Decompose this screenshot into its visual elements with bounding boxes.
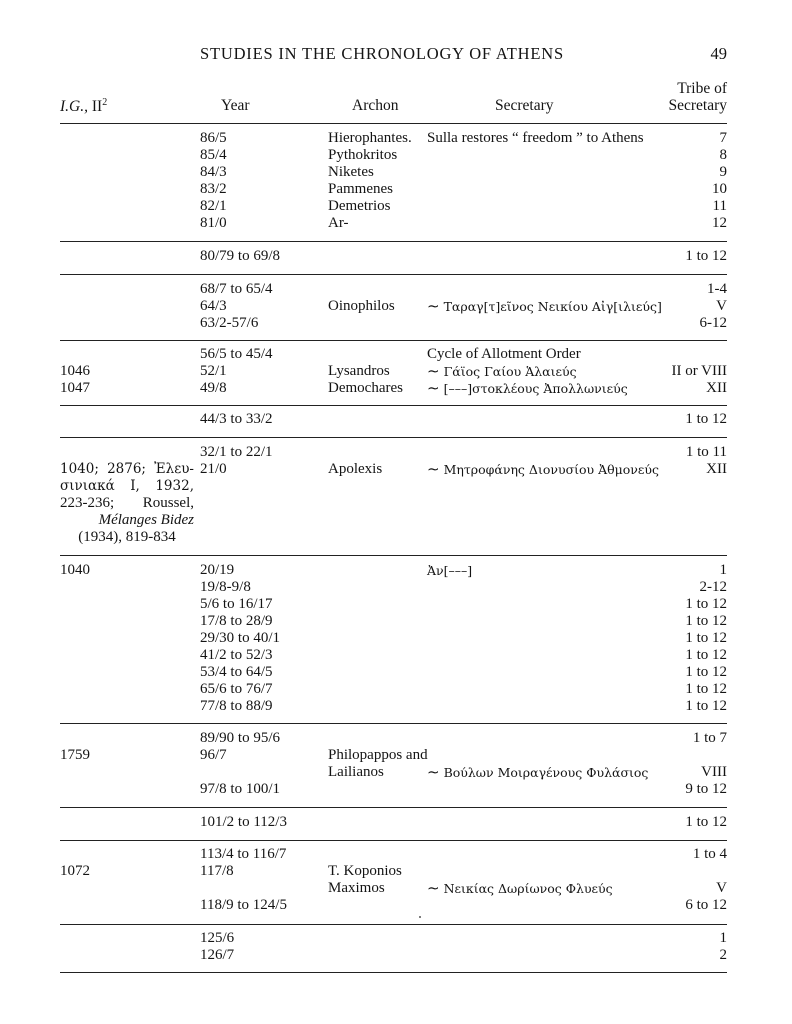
column-header-tribe-line2: Secretary <box>668 97 727 114</box>
table-row <box>0 281 792 298</box>
table-row <box>0 181 792 198</box>
column-header-archon: Archon <box>352 97 399 114</box>
tribe-cell: 2-12 <box>699 579 727 595</box>
ig-reference-line: 1040; 2876; Ἐλευ- <box>60 461 194 477</box>
year-cell: 64/3 <box>200 298 227 314</box>
archon-cell: Lysandros <box>328 363 390 379</box>
archon-cell: Philopappos and <box>328 747 428 763</box>
tribe-cell: 1 to 7 <box>692 730 727 746</box>
secretary-cell: Cycle of Allotment Order <box>427 346 581 362</box>
tribe-cell: 1 to 12 <box>685 248 727 264</box>
ig-reference: 1759 <box>60 747 90 763</box>
tribe-cell: II or VIII <box>671 363 727 379</box>
table-row <box>0 444 792 461</box>
year-cell: 97/8 to 100/1 <box>200 781 281 797</box>
tilde-mark: ∼ <box>427 879 440 897</box>
year-cell: 86/5 <box>200 130 227 146</box>
table-row <box>0 579 792 596</box>
rule-3 <box>60 340 727 341</box>
year-cell: 63/2-57/6 <box>200 315 259 331</box>
tribe-cell: XII <box>706 380 727 396</box>
year-cell: 113/4 to 116/7 <box>200 846 287 862</box>
secretary-cell <box>427 363 577 381</box>
year-cell: 44/3 to 33/2 <box>200 411 273 427</box>
year-cell: 53/4 to 64/5 <box>200 664 273 680</box>
table-row <box>0 730 792 747</box>
tribe-cell: 6 to 12 <box>685 897 727 913</box>
archon-cell: Ar- <box>328 215 349 231</box>
archon-cell: Apolexis <box>328 461 383 477</box>
secretary-cell <box>427 880 613 898</box>
rule-6 <box>60 555 727 556</box>
greek-name: Νεικίας Δωρίωνος Φλυεύς <box>443 881 613 896</box>
archon-cell: Hierophantes. <box>328 130 412 146</box>
tribe-cell: 1 to 12 <box>685 647 727 663</box>
year-cell: 49/8 <box>200 380 227 396</box>
secretary-cell <box>427 461 659 479</box>
tribe-cell: 10 <box>712 181 727 197</box>
ig-reference-line: 223-236; Roussel, <box>60 495 194 511</box>
table-row <box>0 880 792 897</box>
table-row <box>0 315 792 332</box>
tribe-cell: 1 to 4 <box>692 846 727 862</box>
table-row <box>0 613 792 630</box>
rule-bottom <box>60 972 727 973</box>
tribe-cell: V <box>716 298 727 314</box>
column-header-tribe-line1: Tribe of <box>677 80 727 97</box>
year-cell: 77/8 to 88/9 <box>200 698 273 714</box>
archon-cell: T. Koponios <box>328 863 402 879</box>
year-cell: 117/8 <box>200 863 234 879</box>
tilde-mark: ∼ <box>427 460 440 478</box>
year-cell: 52/1 <box>200 363 227 379</box>
column-header-year: Year <box>221 97 250 114</box>
tribe-cell: 1 to 12 <box>685 630 727 646</box>
year-cell: 89/90 to 95/6 <box>200 730 281 746</box>
table-row <box>0 411 792 428</box>
table-row <box>0 130 792 147</box>
tribe-cell: 1 to 12 <box>685 814 727 830</box>
ig-reference: 1040 <box>60 562 90 578</box>
year-cell: 41/2 to 52/3 <box>200 647 273 663</box>
ig-roman: II <box>87 98 103 115</box>
tribe-cell: 1 to 12 <box>685 664 727 680</box>
greek-name: Γάϊος Γαίου Ἁλαιεύς <box>443 364 577 379</box>
tribe-cell: 7 <box>719 130 727 146</box>
table-row <box>0 147 792 164</box>
tribe-cell: 1 <box>719 930 727 946</box>
rule-header <box>60 123 727 124</box>
year-cell: 20/19 <box>200 562 235 578</box>
year-cell: 101/2 to 112/3 <box>200 814 287 830</box>
tribe-cell: 11 <box>712 198 727 214</box>
tribe-cell: 2 <box>719 947 727 963</box>
rule-2 <box>60 274 727 275</box>
archon-cell: Demochares <box>328 380 403 396</box>
table-row <box>0 630 792 647</box>
year-cell: 19/8-9/8 <box>200 579 251 595</box>
secretary-cell: Sulla restores “ freedom ” to Athens <box>427 130 644 146</box>
tribe-cell: 1 to 12 <box>685 698 727 714</box>
table-row <box>0 764 792 781</box>
table-row <box>0 363 792 380</box>
archon-cell: Niketes <box>328 164 374 180</box>
year-cell: 84/3 <box>200 164 227 180</box>
year-cell: 21/0 <box>200 461 227 477</box>
rule-4 <box>60 405 727 406</box>
table-row <box>0 647 792 664</box>
table-row <box>0 215 792 232</box>
table-row <box>0 681 792 698</box>
year-cell: 29/30 to 40/1 <box>200 630 281 646</box>
greek-name: Μητροφάνης Διονυσίου Ἀθμονεύς <box>443 462 659 477</box>
ig-reference-line: Mélanges Bidez <box>98 512 194 528</box>
secretary-cell <box>427 298 662 316</box>
table-row <box>0 846 792 863</box>
year-cell: 126/7 <box>200 947 235 963</box>
archon-cell: Oinophilos <box>328 298 395 314</box>
tribe-cell: 1 to 12 <box>685 596 727 612</box>
rule-9 <box>60 840 727 841</box>
tilde-mark: ∼ <box>427 763 440 781</box>
rule-5 <box>60 437 727 438</box>
table-row <box>0 947 792 964</box>
year-cell: 85/4 <box>200 147 227 163</box>
ig-reference: 1046 <box>60 363 90 379</box>
tribe-cell: XII <box>706 461 727 477</box>
archon-cell: Pythokritos <box>328 147 398 163</box>
ig-reference: 1072 <box>60 863 90 879</box>
greek-name: [–––]στοκλέους Ἀπολλωνιεύς <box>443 381 628 396</box>
column-header-ig <box>60 97 107 116</box>
year-cell: 56/5 to 45/4 <box>200 346 273 362</box>
year-cell: 68/7 to 65/4 <box>200 281 273 297</box>
ig-abbrev: I.G., <box>60 98 88 115</box>
table-row <box>0 380 792 397</box>
archon-cell: Maximos <box>328 880 385 896</box>
table-row <box>0 664 792 681</box>
stray-dot <box>419 916 421 918</box>
tilde-mark: ∼ <box>427 297 440 315</box>
tilde-mark: ∼ <box>427 362 440 380</box>
year-cell: 81/0 <box>200 215 227 231</box>
year-cell: 125/6 <box>200 930 235 946</box>
archon-cell: Demetrios <box>328 198 391 214</box>
secretary-cell <box>427 380 628 398</box>
year-cell: 96/7 <box>200 747 227 763</box>
tribe-cell: 1 to 12 <box>685 681 727 697</box>
table-row <box>0 596 792 613</box>
tribe-cell: V <box>716 880 727 896</box>
year-cell: 118/9 to 124/5 <box>200 897 287 913</box>
tribe-cell: 8 <box>719 147 727 163</box>
table-row <box>0 897 792 914</box>
year-cell: 5/6 to 16/17 <box>200 596 273 612</box>
page-number: 49 <box>710 44 727 63</box>
ig-reference-block <box>60 461 194 546</box>
tribe-cell: 1 <box>719 562 727 578</box>
rule-1 <box>60 241 727 242</box>
rule-10 <box>60 924 727 925</box>
year-cell: 83/2 <box>200 181 227 197</box>
table-row <box>0 747 792 764</box>
table-row <box>0 930 792 947</box>
ig-superscript: 2 <box>102 97 108 108</box>
running-title: STUDIES IN THE CHRONOLOGY OF ATHENS <box>200 44 564 63</box>
table-row <box>0 814 792 831</box>
tribe-cell: 9 to 12 <box>685 781 727 797</box>
greek-name: Βούλων Μοιραγένους Φυλάσιος <box>443 765 649 780</box>
rule-7 <box>60 723 727 724</box>
tribe-cell: VIII <box>701 764 727 780</box>
table-row <box>0 298 792 315</box>
tribe-cell: 1 to 12 <box>685 613 727 629</box>
column-header-secretary: Secretary <box>495 97 554 114</box>
ig-reference-line: (1934), 819-834 <box>78 529 176 545</box>
archon-cell: Lailianos <box>328 764 384 780</box>
year-cell: 17/8 to 28/9 <box>200 613 273 629</box>
table-row <box>0 198 792 215</box>
tilde-mark: ∼ <box>427 379 440 397</box>
tribe-cell: 1 to 12 <box>685 411 727 427</box>
tribe-cell: 1 to 11 <box>685 444 727 460</box>
archon-cell: Pammenes <box>328 181 393 197</box>
table-row <box>0 248 792 265</box>
year-cell: 82/1 <box>200 198 227 214</box>
secretary-cell <box>427 764 648 782</box>
table-row <box>0 863 792 880</box>
secretary-cell: Ἀν[–––] <box>427 563 473 578</box>
table-row <box>0 346 792 363</box>
year-cell: 65/6 to 76/7 <box>200 681 273 697</box>
tribe-cell: 12 <box>712 215 727 231</box>
ig-reference-line: σινιακά I, 1932, <box>60 478 194 494</box>
greek-name: Ταραγ[τ]εῖνος Νεικίου Αἰγ[ιλιεύς] <box>443 299 662 314</box>
table-row <box>0 781 792 798</box>
table-row <box>0 562 792 579</box>
table-row <box>0 698 792 715</box>
year-cell: 80/79 to 69/8 <box>200 248 281 264</box>
tribe-cell: 6-12 <box>699 315 727 331</box>
tribe-cell: 9 <box>719 164 727 180</box>
ig-reference: 1047 <box>60 380 90 396</box>
tribe-cell: 1-4 <box>707 281 727 297</box>
table-row <box>0 164 792 181</box>
year-cell: 32/1 to 22/1 <box>200 444 273 460</box>
rule-8 <box>60 807 727 808</box>
